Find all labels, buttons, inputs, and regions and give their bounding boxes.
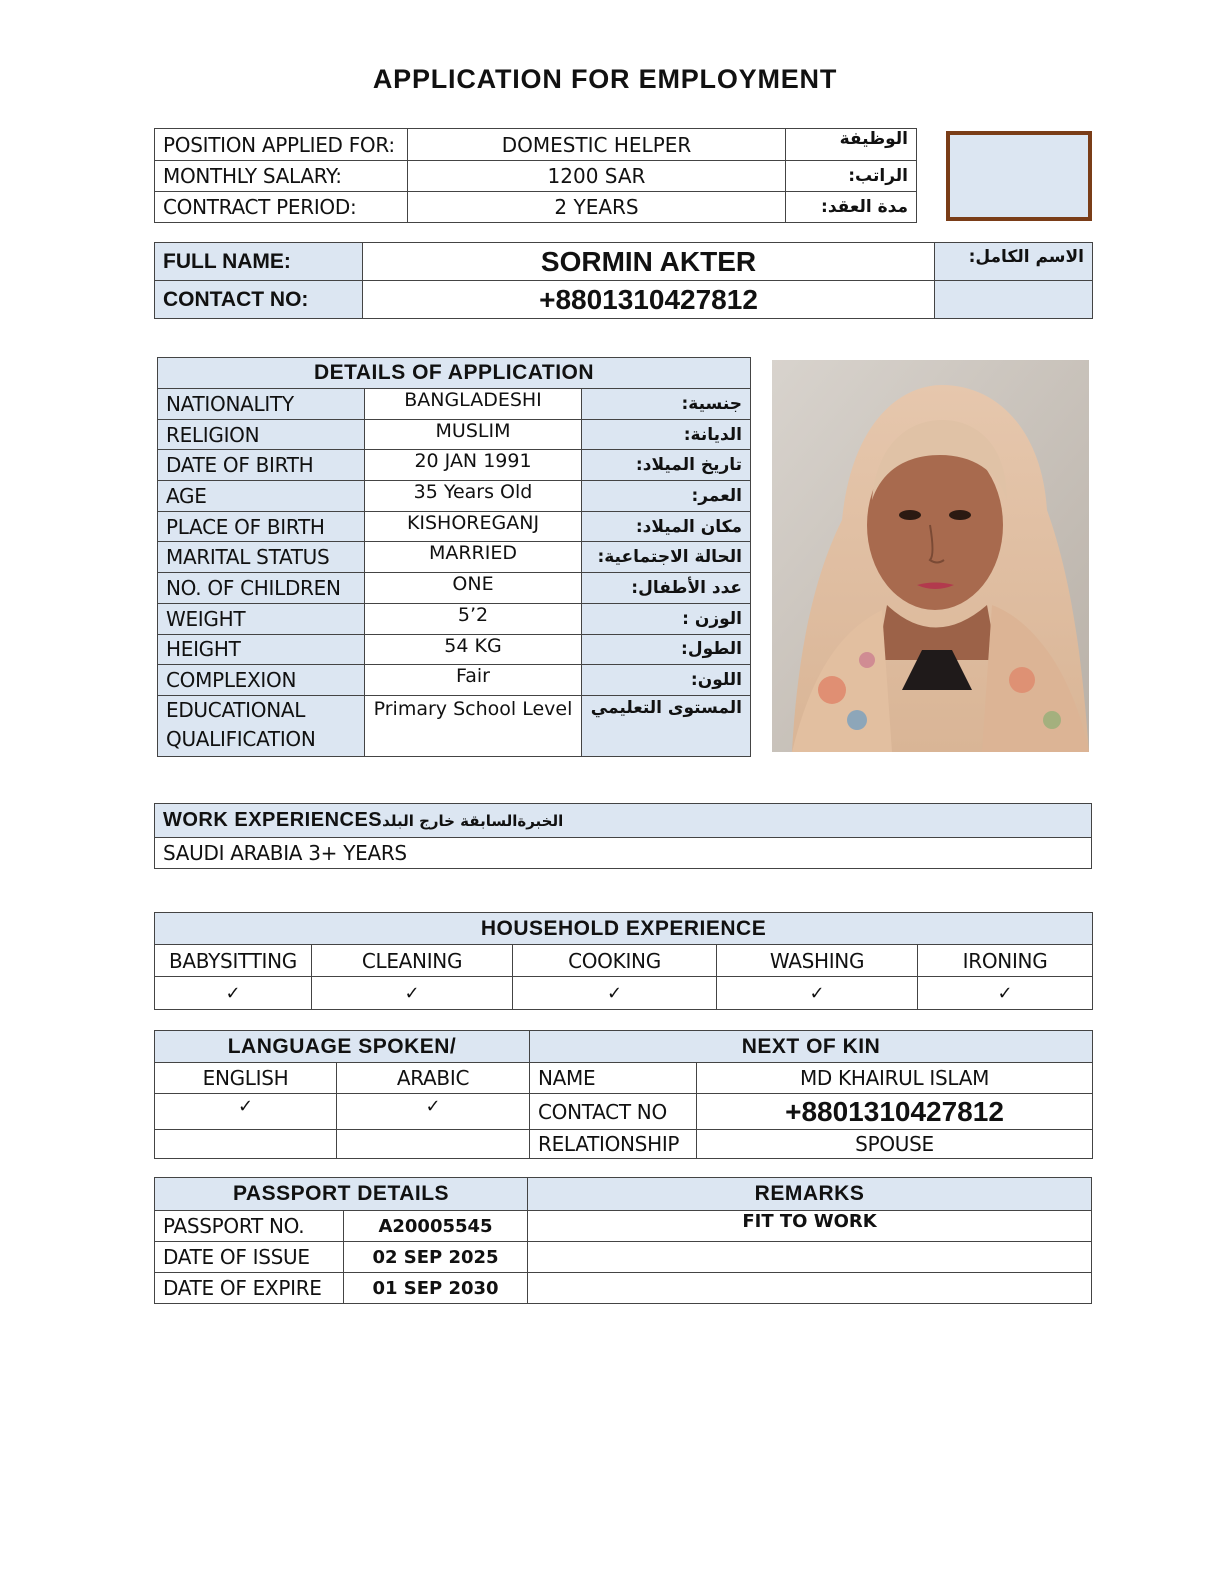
kin-name-value: MD KHAIRUL ISLAM [697, 1063, 1093, 1094]
issue-date-label: DATE OF ISSUE [155, 1242, 344, 1273]
full-name-arabic: الاسم الكامل: [935, 243, 1093, 281]
remarks-empty-cell [528, 1273, 1092, 1304]
detail-row [158, 450, 751, 481]
detail-row [158, 481, 751, 512]
detail-arabic: مكان الميلاد: [582, 511, 751, 542]
detail-arabic: الوزن : [582, 603, 751, 634]
detail-arabic: الديانة: [582, 419, 751, 450]
salary-value: 1200 SAR [408, 161, 786, 192]
detail-label: AGE [158, 481, 365, 512]
work-header-cell [155, 804, 1092, 838]
detail-label: DATE OF BIRTH [158, 450, 365, 481]
detail-row [158, 511, 751, 542]
contract-value: 2 YEARS [408, 192, 786, 223]
check-icon: ✓ [513, 977, 717, 1010]
language-empty-cell [337, 1130, 530, 1159]
detail-row [158, 573, 751, 604]
detail-value: 35 Years Old [365, 481, 582, 512]
detail-label: NATIONALITY [158, 389, 365, 420]
kin-name-label: NAME [530, 1063, 697, 1094]
page-title: APPLICATION FOR EMPLOYMENT [372, 64, 838, 94]
detail-label: HEIGHT [158, 634, 365, 665]
detail-row [158, 389, 751, 420]
contact-arabic-cell [935, 281, 1093, 319]
detail-label: NO. OF CHILDREN [158, 573, 365, 604]
detail-arabic: تاريخ الميلاد: [582, 450, 751, 481]
check-icon: ✓ [155, 1094, 337, 1130]
language-header: LANGUAGE SPOKEN/ [155, 1031, 530, 1063]
education-label-line1: EDUCATIONAL [166, 697, 306, 722]
language-english: ENGLISH [155, 1063, 337, 1094]
position-label: POSITION APPLIED FOR: [155, 129, 408, 161]
detail-row [158, 542, 751, 573]
language-empty-cell [155, 1130, 337, 1159]
issue-date-value: 02 SEP 2025 [344, 1242, 528, 1273]
identity-table [154, 242, 1093, 319]
language-kin-table [154, 1030, 1093, 1159]
detail-value: KISHOREGANJ [365, 511, 582, 542]
position-arabic: الوظيفة [786, 129, 917, 161]
contract-arabic: مدة العقد: [786, 192, 917, 223]
contract-label: CONTRACT PERIOD: [155, 192, 408, 223]
contact-value: +8801310427812 [363, 281, 935, 319]
detail-arabic: عدد الأطفال: [582, 573, 751, 604]
passport-no-label: PASSPORT NO. [155, 1211, 344, 1242]
passport-remarks-table [154, 1177, 1092, 1304]
detail-row [158, 634, 751, 665]
work-table [154, 803, 1092, 869]
salary-arabic: الراتب: [786, 161, 917, 192]
detail-row [158, 665, 751, 696]
skill-babysitting: BABYSITTING [155, 945, 312, 977]
skill-washing: WASHING [717, 945, 918, 977]
applicant-photo [772, 360, 1089, 752]
detail-label: PLACE OF BIRTH [158, 511, 365, 542]
detail-arabic: جنسية: [582, 389, 751, 420]
kin-contact-label: CONTACT NO [530, 1094, 697, 1130]
detail-value: Fair [365, 665, 582, 696]
detail-label: RELIGION [158, 419, 365, 450]
passport-header: PASSPORT DETAILS [155, 1178, 528, 1211]
expire-date-value: 01 SEP 2030 [344, 1273, 528, 1304]
detail-value: MUSLIM [365, 419, 582, 450]
details-table [157, 357, 751, 757]
expire-date-label: DATE OF EXPIRE [155, 1273, 344, 1304]
detail-arabic: الحالة الاجتماعية: [582, 542, 751, 573]
detail-value: 5’2 [365, 603, 582, 634]
check-icon: ✓ [155, 977, 312, 1010]
salary-label: MONTHLY SALARY: [155, 161, 408, 192]
skill-cleaning: CLEANING [312, 945, 513, 977]
work-header: WORK EXPERIENCES [163, 809, 383, 831]
detail-value: ONE [365, 573, 582, 604]
detail-row [158, 603, 751, 634]
check-icon: ✓ [717, 977, 918, 1010]
check-icon: ✓ [312, 977, 513, 1010]
work-header-arabic: الخبرةالسابقة خارج البلد [382, 812, 564, 830]
skill-cooking: COOKING [513, 945, 717, 977]
portrait-illustration [772, 360, 1089, 752]
household-table [154, 912, 1093, 1010]
education-label-line2: QUALIFICATION [166, 726, 316, 751]
passport-no-value: A20005545 [344, 1211, 528, 1242]
full-name-value: SORMIN AKTER [363, 243, 935, 281]
detail-value: MARRIED [365, 542, 582, 573]
kin-relationship-label: RELATIONSHIP [530, 1130, 697, 1159]
detail-value: 20 JAN 1991 [365, 450, 582, 481]
detail-arabic: اللون: [582, 665, 751, 696]
detail-label: MARITAL STATUS [158, 542, 365, 573]
education-label [158, 695, 365, 756]
check-icon: ✓ [337, 1094, 530, 1130]
contact-label: CONTACT NO: [155, 281, 363, 319]
detail-label: COMPLEXION [158, 665, 365, 696]
kin-contact-value: +8801310427812 [697, 1094, 1093, 1130]
detail-row [158, 419, 751, 450]
detail-value: BANGLADESHI [365, 389, 582, 420]
detail-label: WEIGHT [158, 603, 365, 634]
kin-header: NEXT OF KIN [530, 1031, 1093, 1063]
work-value: SAUDI ARABIA 3+ YEARS [155, 838, 1092, 869]
household-header: HOUSEHOLD EXPERIENCE [155, 913, 1093, 945]
detail-arabic: الطول: [582, 634, 751, 665]
position-table [154, 128, 917, 223]
detail-value: 54 KG [365, 634, 582, 665]
education-value: Primary School Level [365, 695, 582, 756]
skill-ironing: IRONING [918, 945, 1093, 977]
education-arabic: المستوى التعليمي [582, 695, 751, 756]
remarks-value: FIT TO WORK [528, 1211, 1092, 1242]
details-header: DETAILS OF APPLICATION [158, 358, 751, 389]
full-name-label: FULL NAME: [155, 243, 363, 281]
position-value: DOMESTIC HELPER [408, 129, 786, 161]
check-icon: ✓ [918, 977, 1093, 1010]
remarks-header: REMARKS [528, 1178, 1092, 1211]
language-arabic: ARABIC [337, 1063, 530, 1094]
remarks-empty-cell [528, 1242, 1092, 1273]
photo-placeholder-box [946, 131, 1092, 221]
kin-relationship-value: SPOUSE [697, 1130, 1093, 1159]
detail-arabic: العمر: [582, 481, 751, 512]
